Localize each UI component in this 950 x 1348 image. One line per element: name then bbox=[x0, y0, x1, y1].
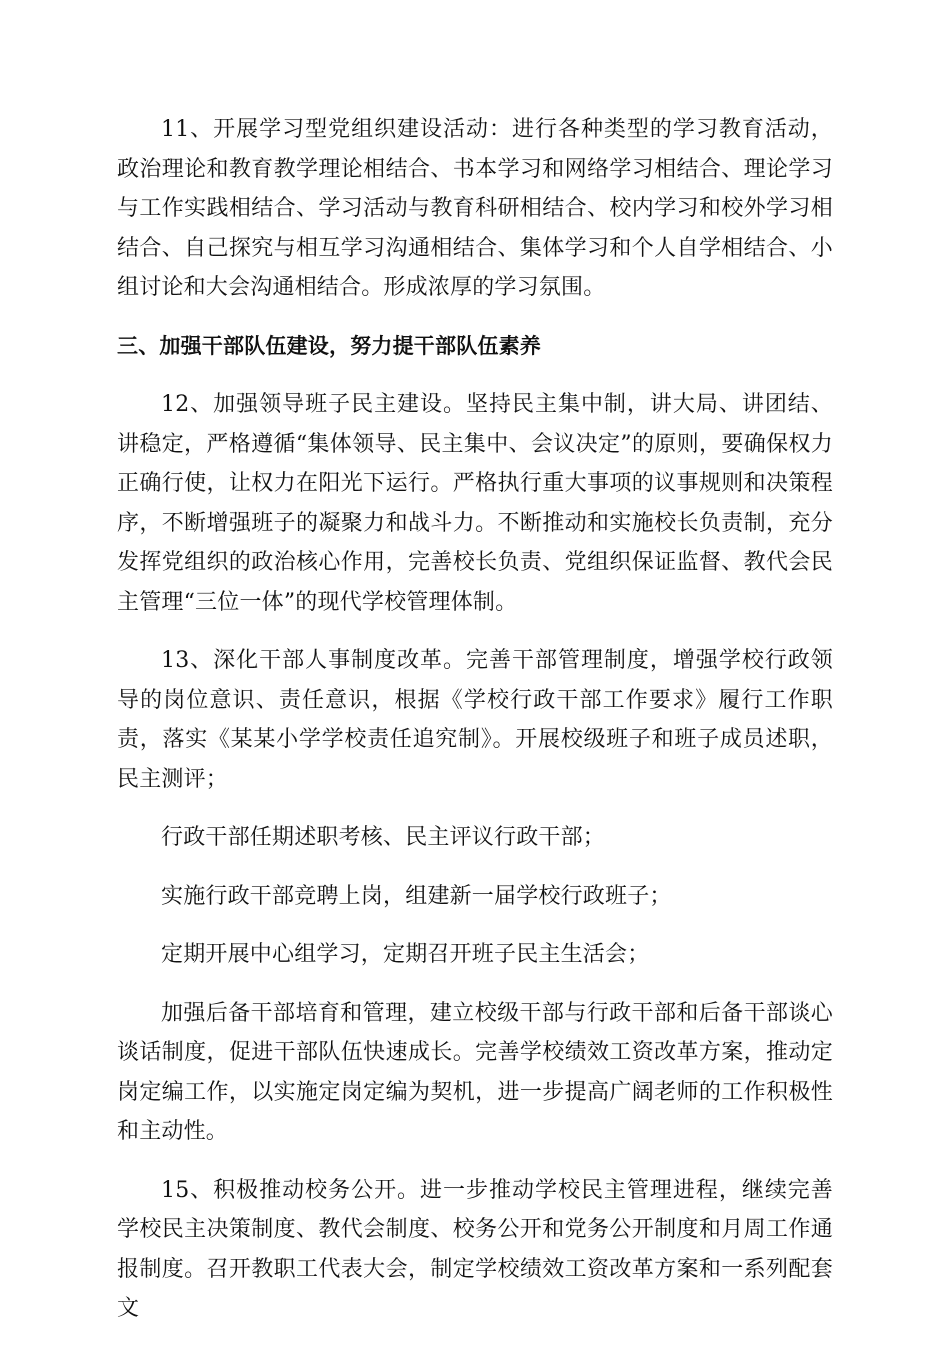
paragraph-11-learning-organization: 11、开展学习型党组织建设活动：进行各种类型的学习教育活动，政治理论和教育教学理论相结合、书本学习和网络学习相结合、理论学习与工作实践相结合、学习活动与教育科研相结合、校内学习和校外学习相结合、自己探究与相互学习沟通相结合、集体学习和个人自学相结合、小组讨论和大会沟通相结合。形成浓厚的学习氛围。 bbox=[117, 117, 833, 300]
paragraph-15-school-affairs-openness: 15、积极推动校务公开。进一步推动学校民主管理进程，继续完善学校民主决策制度、教代会制度、校务公开和党务公开制度和月周工作通报制度。召开教职工代表大会，制定学校绩效工资改革方案和一系列配套文 bbox=[117, 1177, 833, 1321]
paragraph-competitive-posts: 实施行政干部竞聘上岗，组建新一届学校行政班子； bbox=[161, 883, 672, 909]
paragraph-term-review: 行政干部任期述职考核、民主评议行政干部； bbox=[161, 825, 606, 850]
paragraph-reserve-cadres: 加强后备干部培育和管理，建立校级干部与行政干部和后备干部谈心谈话制度，促进干部队伍快速成长。完善学校绩效工资改革方案，推动定岗定编工作，以实施定岗定编为契机，进一步提高广阔老师的工作积极性和主动性。 bbox=[117, 1000, 833, 1144]
document-body bbox=[117, 110, 833, 1348]
paragraph-13-personnel-reform: 13、深化干部人事制度改革。完善干部管理制度，增强学校行政领导的岗位意识、责任意识，根据《学校行政干部工作要求》履行工作职责，落实《某某小学学校责任追究制》。开展校级班子和班子成员述职，民主测评； bbox=[117, 648, 833, 792]
paragraph-central-group-study: 定期开展中心组学习，定期召开班子民主生活会； bbox=[161, 942, 650, 967]
paragraph-12-leadership-democracy: 12、加强领导班子民主建设。坚持民主集中制，讲大局、讲团结、讲稳定，严格遵循“集体领导、民主集中、会议决定”的原则，要确保权力正确行使，让权力在阳光下运行。严格执行重大事项的议事规则和决策程序，不断增强班子的凝聚力和战斗力。不断推动和实施校长负责制，充分发挥党组织的政治核心作用，完善校长负责、党组织保证监督、教代会民主管理“三位一体”的现代学校管理体制。 bbox=[117, 392, 833, 615]
section-heading-3: 三、加强干部队伍建设，努力提干部队伍素养 bbox=[117, 333, 541, 358]
